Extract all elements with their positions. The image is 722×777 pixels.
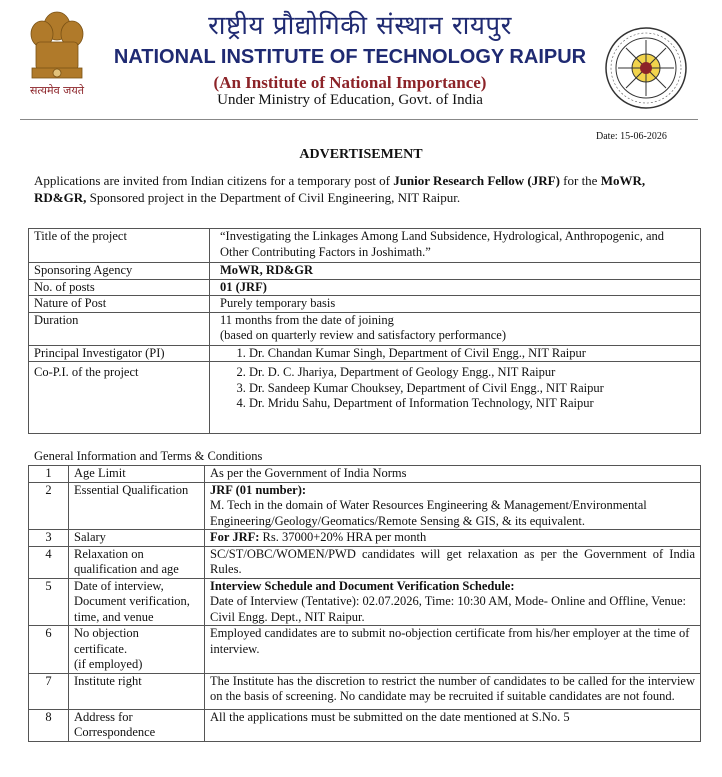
table-row <box>29 578 701 626</box>
nature-value: Purely temporary basis <box>210 296 701 313</box>
project-title-label: Title of the project <box>29 229 210 263</box>
table-row <box>29 709 701 741</box>
table-row <box>29 362 701 434</box>
copi-label: Co-P.I. of the project <box>29 362 210 434</box>
table-row <box>29 626 701 674</box>
pi-label: Principal Investigator (PI) <box>29 345 210 362</box>
institute-right-value: The Institute has the discretion to restrict the number of candidates to be called for the interview on the basis of screening. No candidate may be recruited if suitable candidates are not found. <box>205 673 701 709</box>
project-details-table <box>28 228 701 434</box>
table-row <box>29 296 701 313</box>
row-number: 6 <box>29 626 69 674</box>
general-heading: General Information and Terms & Conditions <box>34 449 263 463</box>
nature-label: Nature of Post <box>29 296 210 313</box>
relaxation-value: SC/ST/OBC/WOMEN/PWD candidates will get relaxation as per the Government of India Rules. <box>205 546 701 578</box>
table-row <box>29 263 701 280</box>
interview-value: Interview Schedule and Document Verification Schedule: Date of Interview (Tentative): 02.07.2026, Time: 10:30 AM, Mode- Online and Offline, Venue: Civil Engg. Dept., NIT Raipur. <box>205 578 701 626</box>
qualification-label: Essential Qualification <box>69 482 205 530</box>
table-row <box>29 312 701 345</box>
table-row <box>29 546 701 578</box>
table-row <box>29 466 701 483</box>
row-number: 7 <box>29 673 69 709</box>
institute-hindi-name: राष्ट्रीय प्रौद्योगिकी संस्थान रायपुर <box>208 11 512 41</box>
agency-label: Sponsoring Agency <box>29 263 210 280</box>
row-number: 1 <box>29 466 69 483</box>
institute-tagline: (An Institute of National Importance) <box>213 73 487 92</box>
posts-label: No. of posts <box>29 279 210 296</box>
agency-value: MoWR, RD&GR <box>210 263 701 280</box>
advert-date: Date: 15-06-2026 <box>596 131 667 142</box>
terms-table <box>28 465 701 742</box>
interview-label: Date of interview, Document verification, time, and venue <box>69 578 205 626</box>
institute-english-name: NATIONAL INSTITUTE OF TECHNOLOGY RAIPUR <box>113 46 587 68</box>
project-title-value: “Investigating the Linkages Among Land Subsidence, Hydrological, Anthropogenic, and Other Contributing Factors in Joshimath.” <box>210 229 701 263</box>
noc-label: No objection certificate. (if employed) <box>69 626 205 674</box>
duration-value: 11 months from the date of joining (based on quarterly review and satisfactory performance) <box>210 312 701 345</box>
ministry-line: Under Ministry of Education, Govt. of India <box>217 92 483 108</box>
age-limit-label: Age Limit <box>69 466 205 483</box>
row-number: 8 <box>29 709 69 741</box>
row-number: 4 <box>29 546 69 578</box>
relaxation-label: Relaxation on qualification and age <box>69 546 205 578</box>
table-row <box>29 345 701 362</box>
row-number: 3 <box>29 530 69 547</box>
salary-label: Salary <box>69 530 205 547</box>
copi-value: 2. Dr. D. C. Jhariya, Department of Geology Engg., NIT Raipur 3. Dr. Sandeep Kumar Chouksey, Department of Civil Engg., NIT Raipur 4. Dr. Mridu Sahu, Department of Information Technology, NIT Raipur <box>210 362 701 434</box>
table-row <box>29 673 701 709</box>
row-number: 2 <box>29 482 69 530</box>
pi-value: 1. Dr. Chandan Kumar Singh, Department of Civil Engg., NIT Raipur <box>210 345 701 362</box>
national-emblem-icon <box>22 8 92 108</box>
address-label: Address for Correspondence <box>69 709 205 741</box>
row-number: 5 <box>29 578 69 626</box>
table-row <box>29 229 701 263</box>
institute-seal-icon <box>604 26 688 110</box>
table-row <box>29 279 701 296</box>
page-title: ADVERTISEMENT <box>299 147 423 162</box>
intro-paragraph: Applications are invited from Indian citizens for a temporary post of Junior Research Fellow (JRF) for the MoWR, RD&GR, Sponsored project in the Department of Civil Engineering, NIT Raipur. <box>34 173 646 205</box>
address-value: All the applications must be submitted on the date mentioned at S.No. 5 <box>205 709 701 741</box>
noc-value: Employed candidates are to submit no-objection certificate from his/her employer at the time of interview. <box>205 626 701 674</box>
posts-value: 01 (JRF) <box>210 279 701 296</box>
age-limit-value: As per the Government of India Norms <box>205 466 701 483</box>
salary-value: For JRF: Rs. 37000+20% HRA per month <box>205 530 701 547</box>
duration-label: Duration <box>29 312 210 345</box>
letterhead <box>0 0 722 120</box>
table-row <box>29 530 701 547</box>
institute-right-label: Institute right <box>69 673 205 709</box>
table-row <box>29 482 701 530</box>
header-divider <box>20 119 698 120</box>
qualification-value: JRF (01 number): M. Tech in the domain of Water Resources Engineering & Management/Environmental Engineering/Geology/Geomatics/Remote Sensing & GIS, & its equivalent. <box>205 482 701 530</box>
emblem-motto: सत्यमेव जयते <box>29 84 85 97</box>
